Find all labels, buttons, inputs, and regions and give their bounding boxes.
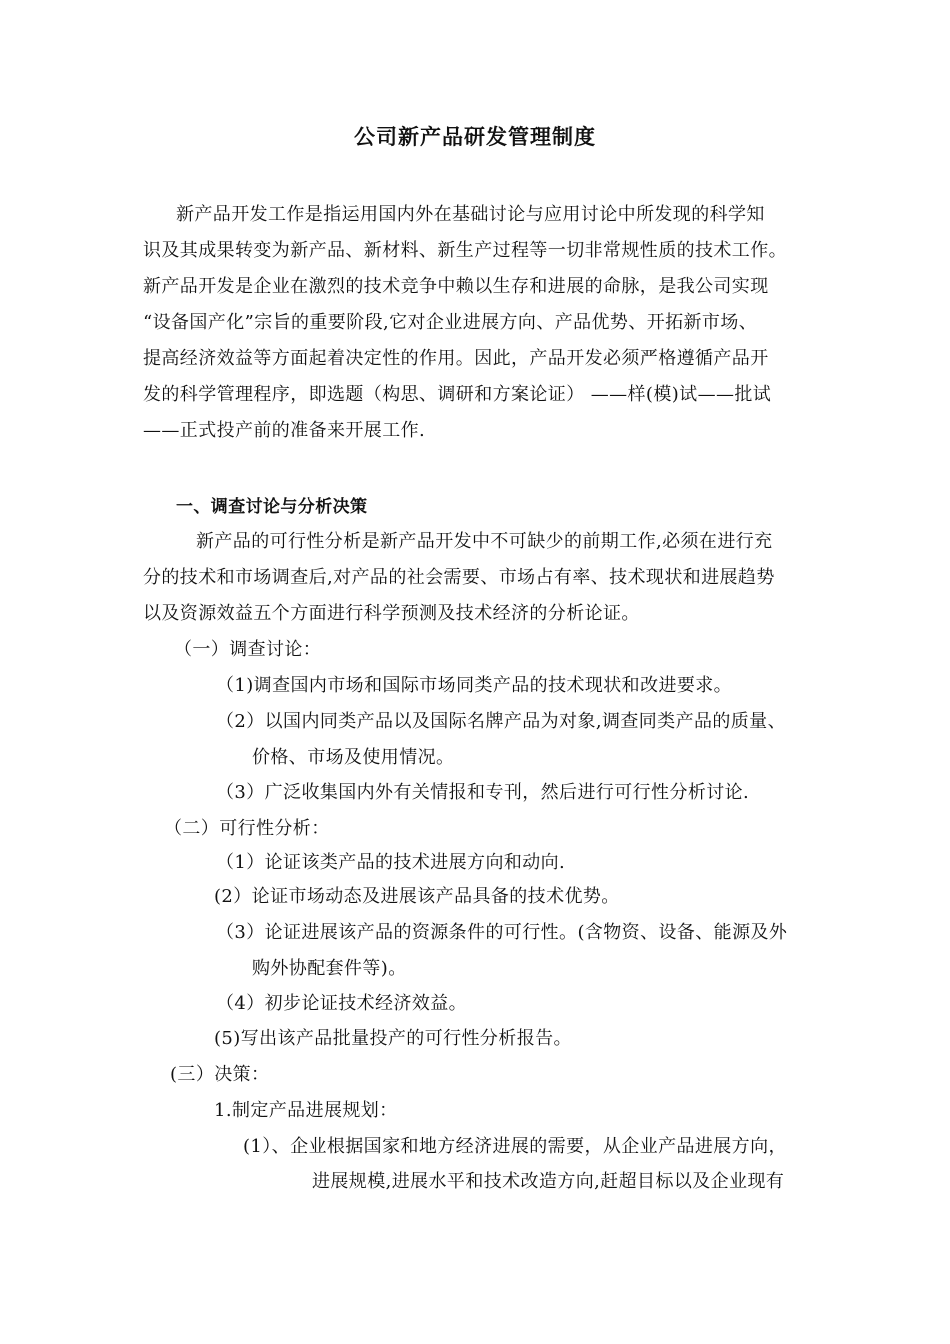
subsection-2-item-1: （1）论证该类产品的技术进展方向和动向. — [216, 852, 566, 873]
subsection-2-item-3: （3）论证进展该产品的资源条件的可行性。(含物资、设备、能源及外 — [216, 922, 788, 943]
subsection-3-item-1-1: (1）、企业根据国家和地方经济进展的需要，从企业产品进展方向， — [243, 1136, 787, 1157]
subsection-2-heading: （二）可行性分析： — [164, 818, 330, 839]
intro-line-3: 新产品开发是企业在激烈的技术竞争中赖以生存和进展的命脉，是我公司实现 — [143, 276, 769, 297]
intro-line-1: 新产品开发工作是指运用国内外在基础讨论与应用讨论中所发现的科学知 — [176, 204, 765, 225]
section-1-body-line-2: 分的技术和市场调查后,对产品的社会需要、市场占有率、技术现状和进展趋势 — [143, 567, 775, 588]
intro-line-5: 提高经济效益等方面起着决定性的作用。因此，产品开发必须严格遵循产品开 — [143, 348, 769, 369]
subsection-1-item-2-cont: 价格、市场及使用情况。 — [252, 747, 455, 768]
section-1-body-line-1: 新产品的可行性分析是新产品开发中不可缺少的前期工作,必须在进行充 — [196, 531, 773, 552]
subsection-1-heading: （一）调查讨论： — [174, 639, 322, 660]
subsection-3-item-1: 1.制定产品进展规划： — [214, 1100, 398, 1121]
document-title: 公司新产品研发管理制度 — [354, 125, 596, 149]
intro-line-6: 发的科学管理程序，即选题（构思、调研和方案论证） ——样(模)试——批试 — [143, 384, 772, 405]
subsection-1-item-2: （2）以国内同类产品以及国际名牌产品为对象,调查同类产品的质量、 — [216, 711, 786, 732]
intro-line-4: “设备国产化”宗旨的重要阶段,它对企业进展方向、产品优势、开拓新市场、 — [143, 312, 758, 333]
subsection-1-item-1: （1)调查国内市场和国际市场同类产品的技术现状和改进要求。 — [216, 675, 733, 696]
section-1-body-line-3: 以及资源效益五个方面进行科学预测及技术经济的分析论证。 — [143, 603, 640, 624]
subsection-1-item-3: （3）广泛收集国内外有关情报和专刊，然后进行可行性分析讨论. — [216, 782, 750, 803]
subsection-2-item-4: （4）初步论证技术经济效益。 — [216, 993, 468, 1014]
subsection-2-item-2: (2）论证市场动态及进展该产品具备的技术优势。 — [214, 886, 620, 907]
intro-line-2: 识及其成果转变为新产品、新材料、新生产过程等一切非常规性质的技术工作。 — [143, 240, 787, 261]
intro-line-7: ——正式投产前的准备来开展工作. — [143, 420, 426, 441]
subsection-2-item-3-cont: 购外协配套件等)。 — [252, 958, 407, 979]
subsection-2-item-5: (5)写出该产品批量投产的可行性分析报告。 — [214, 1028, 572, 1049]
section-1-heading: 一、调查讨论与分析决策 — [176, 497, 368, 517]
subsection-3-heading: (三）决策： — [170, 1064, 270, 1085]
subsection-3-item-1-1-cont: 进展规模,进展水平和技术改造方向,赶超目标以及企业现有 — [312, 1171, 785, 1192]
